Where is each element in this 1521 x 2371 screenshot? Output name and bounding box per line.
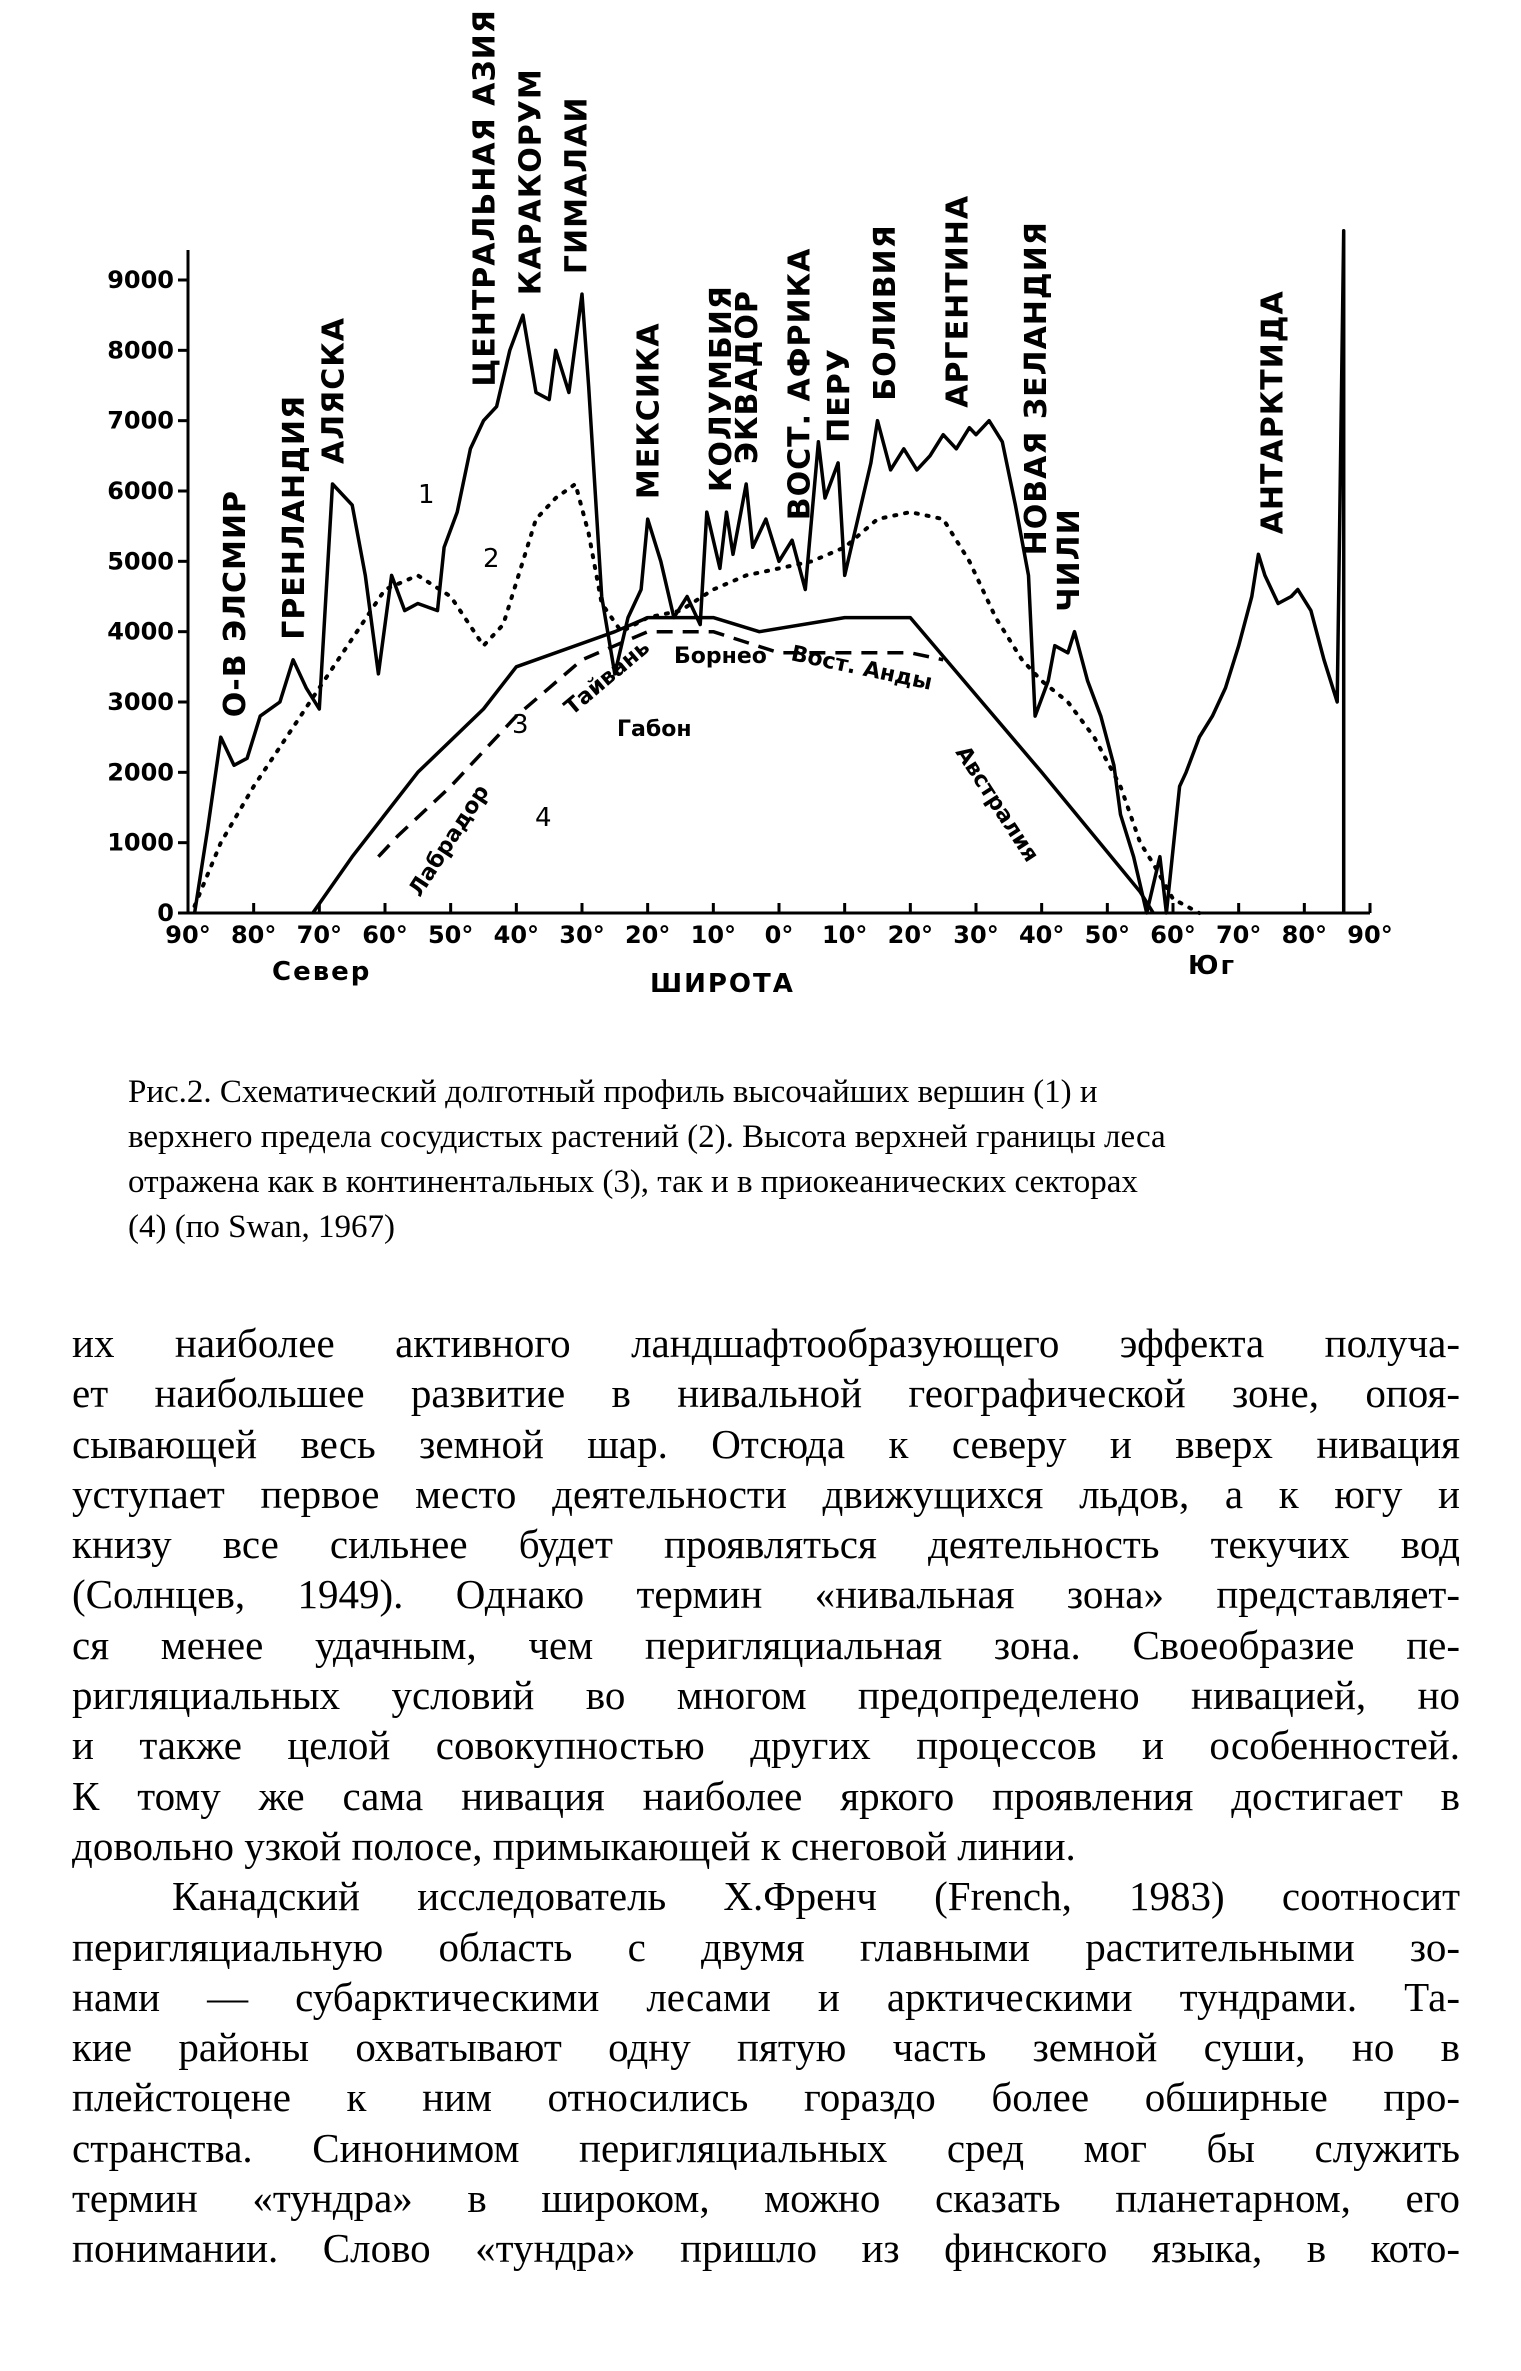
curve-number-4: 4 [535,803,552,833]
peak-label: О-В ЭЛСМИР [218,490,253,718]
figure-caption [128,1070,1448,1250]
forest-label-east-andes: Вост. Анды [788,641,935,696]
x-tick-label: 40° [493,921,540,949]
x-tick-label: 60° [1150,921,1196,949]
peak-label: ЦЕНТРАЛЬНАЯ АЗИЯ [467,9,503,387]
peak-label: ЭКВАДОР [730,290,766,464]
curve-number-2: 2 [483,544,500,574]
caption-line: отражена как в континентальных (3), так и в приокеанических секторах [128,1164,1138,1200]
x-tick-label: 80° [230,921,277,949]
text-line: (Солнцев, 1949). Однако термин «нивальная зона» представляет- [72,1571,1460,1618]
x-tick-label: 50° [1084,921,1131,949]
profile-chart [0,0,1521,1040]
peak-label: КОЛУМБИЯ [703,285,739,493]
y-tick-label: 3000 [107,688,174,716]
forest-label-australia: Австралия [949,741,1044,867]
y-tick-label: 7000 [107,406,174,435]
caption-line: верхнего предела сосудистых растений (2). Высота верхней границы леса [128,1119,1166,1155]
y-axis-ticks [107,266,188,927]
text-line: книзу все сильнее будет проявляться деятельность текучих вод [72,1521,1460,1568]
y-tick-label: 5000 [107,547,174,576]
text-line: перигляциальную область с двумя главными растительными зо- [72,1923,1460,1970]
peak-label: БОЛИВИЯ [868,224,904,401]
text-line: ригляциальных условий во многом предопределено нивацией, но [72,1672,1460,1719]
peak-label: НОВАЯ ЗЕЛАНДИЯ [1019,221,1055,556]
text-line: сывающей весь земной шар. Отсюда к северу и вверх нивация [72,1420,1460,1467]
forest-label-taiwan: Тайвань [559,635,655,721]
y-tick-label: 1000 [107,828,174,857]
paragraph-2 [72,1871,1460,2273]
text-line: уступает первое место деятельности движущихся льдов, а к югу и [72,1470,1460,1517]
text-line: ся менее удачным, чем перигляциальная зона. Своеобразие пе- [72,1621,1460,1668]
text-line: нами — субарктическими лесами и арктическими тундрами. Та- [72,1973,1460,2020]
caption-line: Рис.2. Схематический долготный профиль высочайших вершин (1) и [128,1074,1098,1110]
curve-number-1: 1 [418,480,435,510]
y-tick-label: 8000 [107,336,174,365]
x-axis-ticks [165,903,1392,949]
x-tick-label: 70° [1215,921,1262,949]
paragraph-1 [72,1318,1460,1871]
text-line: кие районы охватывают одну пятую часть земной суши, но в [72,2024,1460,2071]
x-tick-label: 50° [427,921,474,949]
peak-label: АЛЯСКА [316,317,352,464]
peak-label: ГИМАЛАИ [559,96,595,275]
y-tick-label: 9000 [107,266,174,294]
south-label: Юг [1188,951,1237,981]
text-line: и также целой совокупностью других процессов и особенностей. [72,1722,1460,1769]
text-line: К тому же сама нивация наиболее яркого проявления достигает в [72,1772,1460,1819]
x-tick-label: 10° [821,921,868,949]
peak-label: ЧИЛИ [1051,508,1087,612]
text-line: довольно узкой полосе, примыкающей к снеговой линии. [72,1822,1076,1869]
x-tick-label: 70° [296,921,343,949]
x-tick-label: 20° [624,921,671,949]
peak-labels [218,9,1291,717]
text-line: Канадский исследователь Х.Френч (French, 1983) соотносит [172,1873,1460,1920]
text-line: термин «тундра» в широком, можно сказать планетарном, его [72,2175,1460,2222]
y-tick-label: 2000 [107,758,174,787]
forest-label-borneo: Борнео [674,644,767,669]
x-tick-label: 80° [1281,921,1328,949]
peak-label: ВОСТ. АФРИКА [782,247,818,521]
y-tick-label: 0 [157,899,174,927]
x-tick-label: 90° [1347,921,1393,949]
curve-number-3: 3 [512,710,529,740]
x-tick-label: 20° [887,921,934,949]
y-tick-label: 6000 [107,477,174,505]
x-tick-label: 40° [1018,921,1065,949]
caption-line: (4) (по Swan, 1967) [128,1209,395,1245]
x-tick-label: 90° [165,921,211,949]
peak-label: МЕКСИКА [631,322,667,500]
peak-label: АРГЕНТИНА [940,194,976,408]
text-line: ет наибольшее развитие в нивальной географической зоне, опоя- [72,1370,1460,1417]
text-line: странства. Синонимом перигляциальных сред мог бы служить [72,2124,1460,2171]
north-label: Север [272,957,372,987]
x-tick-label: 60° [362,921,408,949]
y-tick-label: 4000 [107,617,174,646]
x-tick-label: 10° [690,921,737,949]
forest-label-labrador: Лабрадор [404,780,495,902]
forest-label-gabon: Габон [617,717,692,742]
peak-label: ГРЕНЛАНДИЯ [277,394,313,640]
series-layer [195,231,1344,913]
text-line: их наиболее активного ландшафтообразующего эффекта получа- [72,1320,1460,1366]
text-line: плейстоцене к ним относились гораздо более обширные про- [72,2074,1460,2121]
body-text [72,1318,1460,2274]
x-axis-title: ШИРОТА [650,969,795,999]
text-line: понимании. Слово «тундра» пришло из финского языка, в кото- [72,2225,1460,2272]
x-tick-label: 30° [559,921,605,949]
x-tick-label: 0° [764,921,794,949]
peak-label: АНТАРКТИДА [1255,290,1291,535]
peak-label: ПЕРУ [822,348,858,443]
x-tick-label: 30° [953,921,999,949]
peak-label: КАРАКОРУМ [513,68,549,296]
